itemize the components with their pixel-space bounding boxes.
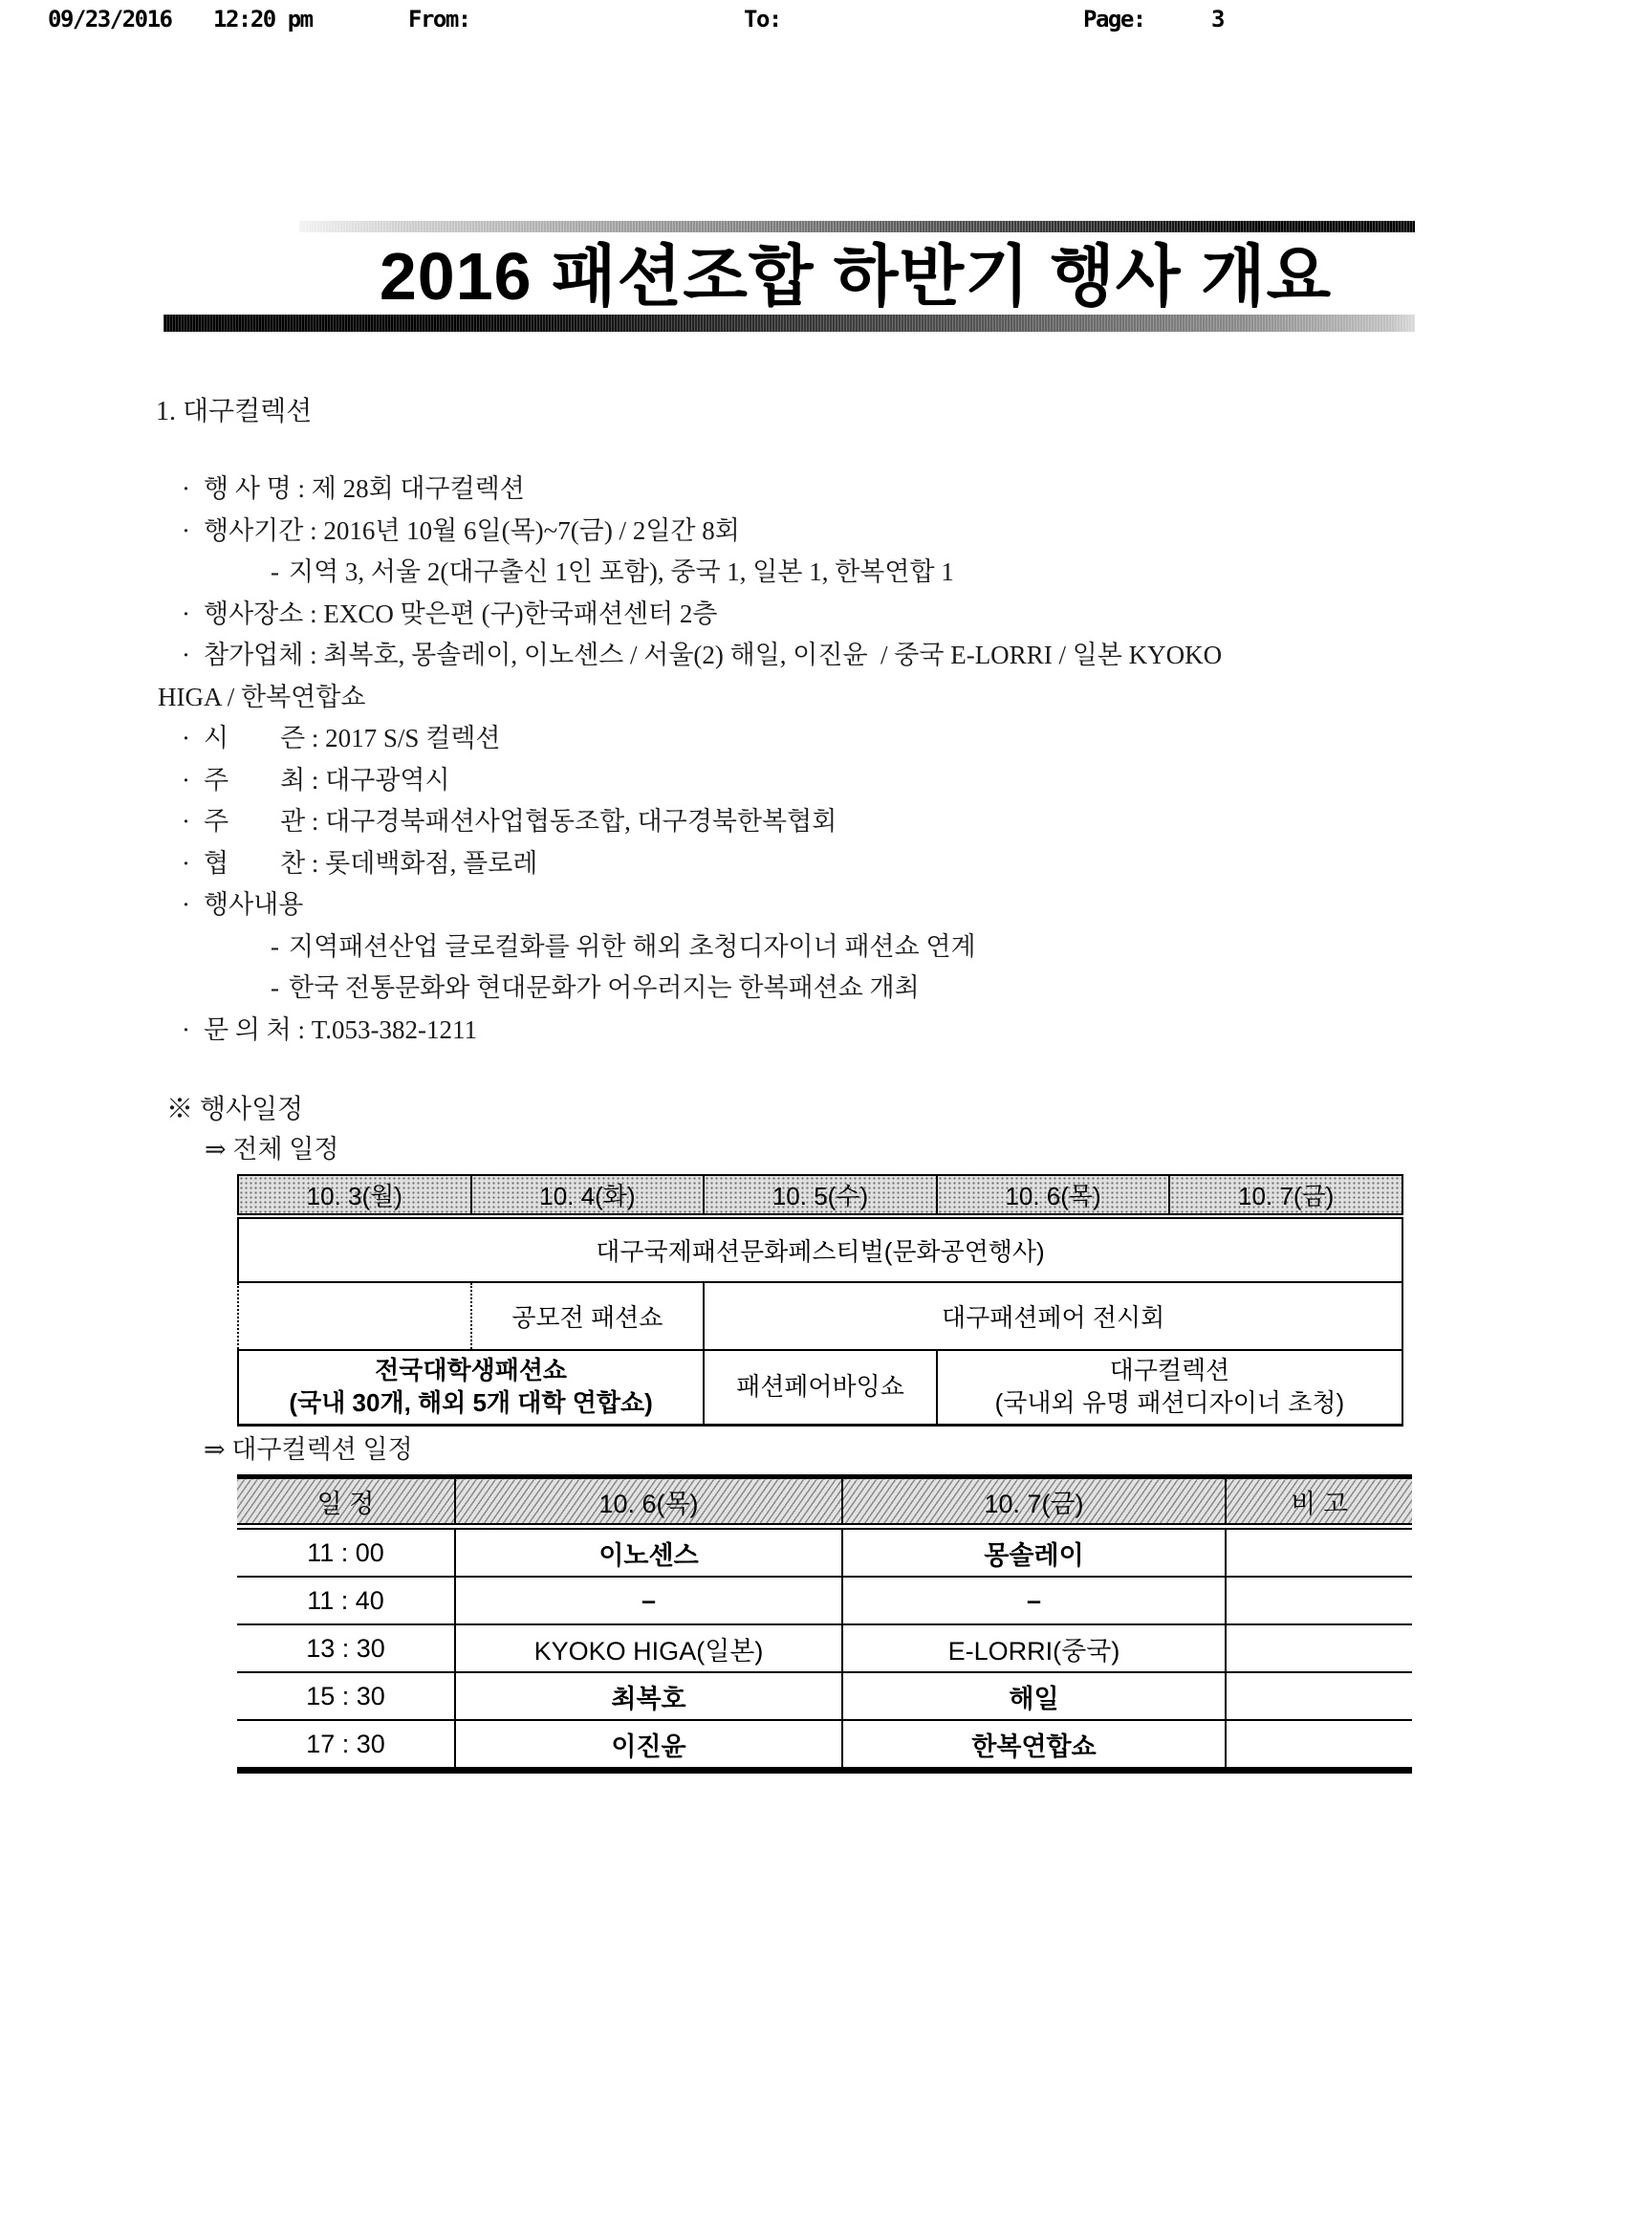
info-line-contents	[0, 884, 1652, 926]
info-line-organizer	[0, 801, 1652, 843]
note-cell	[1226, 1527, 1412, 1578]
info-text: 주 관 : 대구경북패션사업협동조합, 대구경북한복협회	[204, 807, 837, 836]
info-text: 주 최 : 대구광역시	[204, 765, 450, 795]
info-text: 한국 전통문화와 현대문화가 어우러지는 한복패션쇼 개최	[289, 973, 920, 1002]
header-cell-oct6: 10. 6(목)	[455, 1477, 842, 1527]
schedule-heading: ※ 행사일정	[166, 1095, 304, 1124]
festival-cell: 대구국제패션문화페스티벌(문화공연행사)	[238, 1216, 1402, 1282]
designer-cell-fri: 몽솔레이	[842, 1527, 1226, 1578]
empty-dotted-cell	[238, 1282, 471, 1350]
info-line-venue	[0, 594, 1652, 636]
info-line-content-detail-2	[0, 968, 1652, 1010]
note-cell	[1226, 1624, 1412, 1672]
collection-schedule-table	[237, 1474, 1412, 1774]
bullet-marker: ·	[182, 724, 190, 752]
bullet-marker: ·	[182, 848, 190, 878]
designer-cell-fri: 한복연합쇼	[842, 1720, 1226, 1771]
note-cell	[1226, 1720, 1412, 1771]
fax-transmission-header	[0, 6, 1652, 38]
bullet-marker: ·	[182, 1014, 190, 1044]
designer-cell-fri: –	[842, 1577, 1226, 1624]
schedule-row-1330	[237, 1624, 1412, 1672]
time-cell: 13 : 30	[237, 1624, 455, 1672]
fax-page-number: 3	[1211, 6, 1224, 33]
section-heading-daegu-collection: 1. 대구컬렉션	[156, 397, 313, 426]
time-cell: 11 : 40	[237, 1577, 455, 1624]
university-show-cell	[238, 1350, 704, 1426]
title-top-gradient-bar	[299, 221, 1415, 232]
schedule-row-1730	[237, 1720, 1412, 1771]
info-line-season	[0, 718, 1652, 760]
designer-cell-fri: 해일	[842, 1672, 1226, 1720]
fashion-fair-cell: 대구패션페어 전시회	[704, 1282, 1402, 1350]
designer-cell-thu: 이노센스	[455, 1527, 842, 1578]
info-text: 지역 3, 서울 2(대구출신 1인 포함), 중국 1, 일본 1, 한복연합 1	[289, 557, 954, 586]
bullet-marker: ·	[182, 515, 190, 545]
university-show-line2: (국내 30개, 해외 5개 대학 연합쇼)	[289, 1388, 653, 1417]
header-cell-fri: 10. 7(금)	[1169, 1175, 1402, 1216]
dash-marker: -	[271, 931, 279, 961]
buying-show-cell: 패션페어바잉쇼	[704, 1350, 937, 1426]
festival-row	[238, 1216, 1402, 1282]
info-line-sponsor	[0, 843, 1652, 885]
contest-show-cell: 공모전 패션쇼	[471, 1282, 705, 1350]
contest-fair-row	[238, 1282, 1402, 1350]
fax-page-label: Page:	[1083, 6, 1145, 33]
info-text: 시 즌 : 2017 S/S 컬렉션	[204, 724, 501, 752]
info-line-contact	[0, 1010, 1652, 1052]
info-line-event-period	[0, 511, 1652, 553]
collection-table-header-row	[237, 1477, 1412, 1527]
header-cell-time: 일 정	[237, 1477, 455, 1527]
fax-to-label: To:	[744, 6, 781, 33]
overall-table-header-row	[238, 1175, 1402, 1216]
info-line-participants-wrap	[0, 677, 1652, 719]
fax-date: 09/23/2016	[48, 6, 172, 33]
dash-marker: -	[271, 557, 279, 586]
dash-marker: -	[271, 973, 279, 1002]
fax-from-label: From:	[408, 6, 470, 33]
info-text: 행사장소 : EXCO 맞은편 (구)한국패션센터 2층	[204, 599, 718, 628]
daegu-collection-line1: 대구컬렉션	[1109, 1356, 1230, 1385]
bullet-marker: ·	[182, 807, 190, 836]
header-cell-note: 비 고	[1226, 1477, 1412, 1527]
designer-cell-fri: E-LORRI(중국)	[842, 1624, 1226, 1672]
page-title: 2016 패션조합 하반기 행사 개요	[379, 239, 1333, 314]
time-cell: 11 : 00	[237, 1527, 455, 1578]
overall-schedule-table	[237, 1174, 1403, 1427]
time-cell: 15 : 30	[237, 1672, 455, 1720]
info-line-content-detail-1	[0, 926, 1652, 969]
event-info-list	[0, 468, 1652, 1051]
note-cell	[1226, 1577, 1412, 1624]
header-cell-thu: 10. 6(목)	[937, 1175, 1170, 1216]
info-text: HIGA / 한복연합쇼	[158, 682, 366, 711]
designer-cell-thu: KYOKO HIGA(일본)	[455, 1624, 842, 1672]
info-text: 문 의 처 : T.053-382-1211	[204, 1014, 477, 1044]
bullet-marker: ·	[182, 599, 190, 628]
header-cell-mon: 10. 3(월)	[238, 1175, 471, 1216]
note-cell	[1226, 1672, 1412, 1720]
info-line-region-detail	[0, 552, 1652, 594]
info-text: 행사기간 : 2016년 10월 6일(목)~7(금) / 2일간 8회	[204, 515, 740, 545]
bullet-marker: ·	[182, 474, 190, 503]
schedule-row-1530	[237, 1672, 1412, 1720]
info-line-participants	[0, 635, 1652, 677]
header-cell-oct7: 10. 7(금)	[842, 1477, 1226, 1527]
info-text: 행 사 명 : 제 28회 대구컬렉션	[204, 474, 525, 503]
fax-time: 12:20 pm	[213, 6, 313, 33]
collection-schedule-label: ⇒ 대구컬렉션 일정	[204, 1435, 413, 1464]
daegu-collection-cell	[937, 1350, 1402, 1426]
info-text: 협 찬 : 롯데백화점, 플로레	[204, 848, 538, 878]
bullet-marker: ·	[182, 641, 190, 669]
bullet-marker: ·	[182, 890, 190, 919]
designer-cell-thu: 최복호	[455, 1672, 842, 1720]
shows-row	[238, 1350, 1402, 1426]
info-text: 지역패션산업 글로컬화를 위한 해외 초청디자이너 패션쇼 연계	[289, 931, 976, 961]
header-cell-tue: 10. 4(화)	[471, 1175, 705, 1216]
info-line-host	[0, 760, 1652, 802]
title-bottom-gradient-bar	[163, 315, 1415, 332]
bullet-marker: ·	[182, 765, 190, 795]
overall-schedule-label: ⇒ 전체 일정	[205, 1135, 339, 1164]
designer-cell-thu: 이진윤	[455, 1720, 842, 1771]
university-show-line1: 전국대학생패션쇼	[375, 1356, 568, 1385]
info-text: 행사내용	[204, 890, 304, 919]
info-text: 참가업체 : 최복호, 몽솔레이, 이노센스 / 서울(2) 해일, 이진윤 / 중국 E-LORRI / 일본 KYOKO	[204, 641, 1223, 669]
info-line-event-name	[0, 468, 1652, 511]
header-cell-wed: 10. 5(수)	[704, 1175, 937, 1216]
daegu-collection-line2: (국내외 유명 패션디자이너 초청)	[994, 1388, 1345, 1417]
designer-cell-thu: –	[455, 1577, 842, 1624]
time-cell: 17 : 30	[237, 1720, 455, 1771]
schedule-row-1100	[237, 1527, 1412, 1578]
schedule-row-1140	[237, 1577, 1412, 1624]
